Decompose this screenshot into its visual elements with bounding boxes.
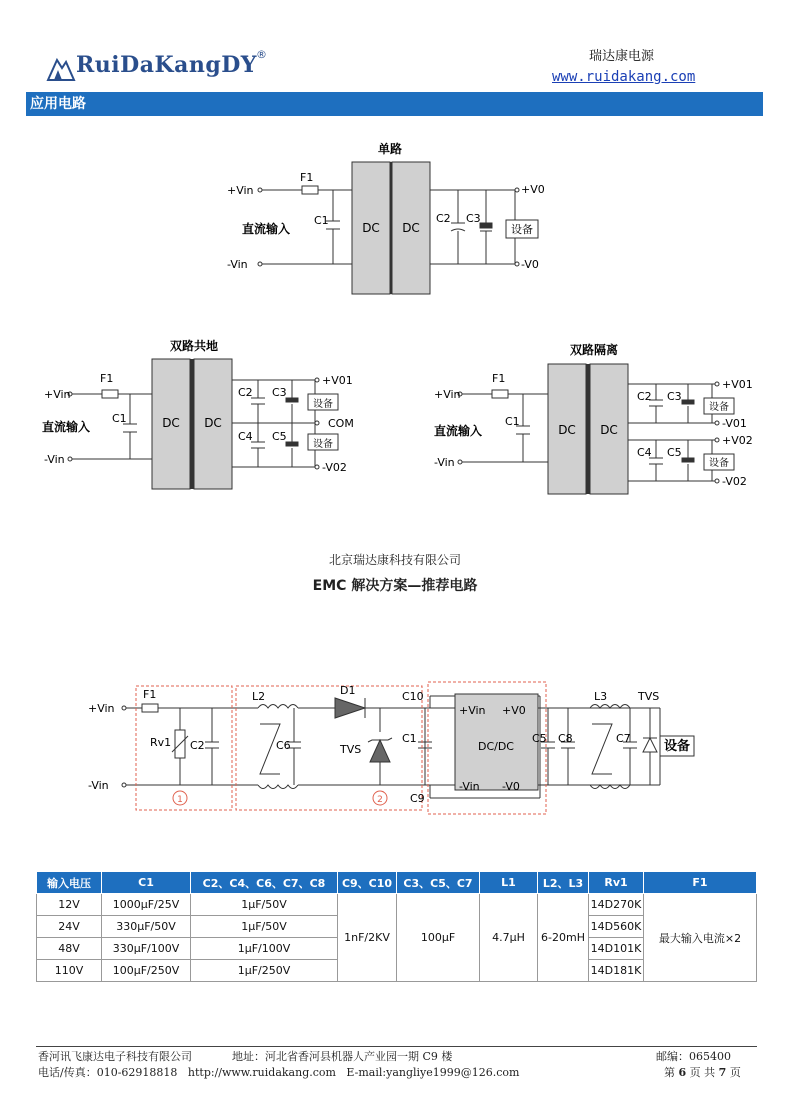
- emc-tvs-out: TVS: [638, 690, 660, 703]
- cell-c2: 1μF/50V: [191, 916, 338, 938]
- fuse-label: F1: [300, 171, 314, 184]
- cell-voltage: 12V: [37, 894, 102, 916]
- v02-plus-label: +V02: [722, 434, 753, 447]
- cell-f1: 最大输入电流×2: [644, 894, 757, 982]
- footer-company: 香河讯飞康达电子科技有限公司: [38, 1050, 192, 1063]
- table-row: [37, 894, 757, 916]
- emc-l3: L3: [594, 690, 608, 703]
- v01-minus-label: -V01: [722, 417, 747, 430]
- vin-plus-label: +Vin: [227, 184, 254, 197]
- v02-minus-label: -V02: [722, 475, 747, 488]
- emc-tvs-mid: TVS: [340, 743, 362, 756]
- vo-plus-label: +V0: [521, 183, 545, 196]
- emc-c10: C10: [402, 690, 424, 703]
- emc-vin-minus: -Vin: [88, 779, 109, 792]
- vin-plus-label: +Vin: [434, 388, 461, 401]
- load2-label: 设备: [709, 458, 729, 469]
- c5-label: C5: [667, 446, 682, 459]
- emc-c8: C8: [558, 732, 573, 745]
- dc-left-label: DC: [558, 423, 576, 437]
- emc-l2: L2: [252, 690, 266, 703]
- c1-label: C1: [505, 415, 520, 428]
- cell-c1: 330μF/50V: [102, 916, 191, 938]
- dc-right-label: DC: [204, 416, 222, 430]
- input-label: 直流输入: [42, 420, 91, 434]
- logo-text: RuiDaKangDY: [76, 52, 258, 78]
- cell-l1: 4.7μH: [480, 894, 538, 982]
- mountain-logo-icon: [46, 54, 76, 82]
- c2-label: C2: [238, 386, 253, 399]
- input-label: 直流输入: [434, 424, 483, 438]
- vin-plus-label: +Vin: [44, 388, 71, 401]
- emc-c9: C9: [410, 792, 425, 805]
- dual-common-title: 双路共地: [169, 339, 219, 353]
- c4-label: C4: [637, 446, 652, 459]
- emc-rv1: Rv1: [150, 736, 172, 749]
- cell-c2: 1μF/100V: [191, 938, 338, 960]
- c4-label: C4: [238, 430, 253, 443]
- emc-vin-plus: +Vin: [88, 702, 115, 715]
- dual-isolated-circuit: [420, 334, 780, 504]
- component-spec-table: [36, 871, 757, 982]
- col-header: C2、C4、C6、C7、C8: [191, 872, 338, 894]
- fuse-label: F1: [492, 372, 506, 385]
- input-label: 直流输入: [242, 222, 291, 236]
- cell-c3-c5-c7: 100μF: [397, 894, 480, 982]
- module-vo-plus: +V0: [502, 704, 526, 717]
- c1-label: C1: [314, 214, 329, 227]
- website-link[interactable]: www.ruidakang.com: [552, 69, 696, 85]
- cell-c2: 1μF/50V: [191, 894, 338, 916]
- registered-mark: ®: [256, 48, 267, 61]
- emc-c7: C7: [616, 732, 631, 745]
- footer-divider: [36, 1046, 757, 1047]
- c1-label: C1: [112, 412, 127, 425]
- footer-address: 地址：河北省香河县机器人产业园一期 C9 楼: [232, 1050, 453, 1063]
- page-prefix: 第: [664, 1066, 675, 1079]
- module-vin-minus: -Vin: [459, 780, 480, 793]
- col-header: C3、C5、C7: [397, 872, 480, 894]
- vin-minus-label: -Vin: [227, 258, 248, 271]
- fuse-label: F1: [100, 372, 114, 385]
- col-header: 输入电压: [37, 872, 102, 894]
- cell-c1: 100μF/250V: [102, 960, 191, 982]
- emc-c6: C6: [276, 739, 291, 752]
- mark-1: 1: [177, 795, 183, 805]
- module-name: DC/DC: [477, 740, 515, 753]
- page-indicator: [664, 1064, 741, 1080]
- col-header: F1: [644, 872, 757, 894]
- emc-c1: C1: [402, 732, 417, 745]
- cell-c2: 1μF/250V: [191, 960, 338, 982]
- v01-label: +V01: [322, 374, 353, 387]
- col-header: L1: [480, 872, 538, 894]
- dc-right-label: DC: [402, 221, 420, 235]
- col-header: L2、L3: [538, 872, 589, 894]
- page-number: 6: [678, 1066, 687, 1079]
- load1-label: 设备: [313, 399, 333, 410]
- col-header: Rv1: [589, 872, 644, 894]
- cell-l2-l3: 6-20mH: [538, 894, 589, 982]
- dc-left-label: DC: [162, 416, 180, 430]
- section-title-bar: 应用电路: [26, 92, 763, 116]
- c3-label: C3: [667, 390, 682, 403]
- cell-voltage: 24V: [37, 916, 102, 938]
- dc-right-label: DC: [600, 423, 618, 437]
- cell-c1: 1000μF/25V: [102, 894, 191, 916]
- load-label: 设备: [511, 223, 533, 236]
- vo-minus-label: -V0: [521, 258, 539, 271]
- c2-label: C2: [436, 212, 451, 225]
- cell-rv1: 14D181K: [589, 960, 644, 982]
- cell-c1: 330μF/100V: [102, 938, 191, 960]
- emc-c2: C2: [190, 739, 205, 752]
- footer-contact: 电话/传真：010-62918818 http://www.ruidakang.com E-mail:yangliye1999@126.com: [38, 1066, 520, 1079]
- dc-left-label: DC: [362, 221, 380, 235]
- single-output-circuit: [227, 138, 560, 298]
- page-mid: 页 共: [689, 1066, 716, 1079]
- emc-load: 设备: [663, 739, 691, 754]
- mark-2: 2: [377, 795, 383, 805]
- cell-rv1: 14D560K: [589, 916, 644, 938]
- emc-d1: D1: [340, 684, 356, 697]
- load2-label: 设备: [313, 439, 333, 450]
- brand-name: 瑞达康电源: [589, 49, 655, 64]
- col-header: C9、C10: [338, 872, 397, 894]
- dual-common-ground-circuit: [30, 334, 370, 494]
- v02-label: -V02: [322, 461, 347, 474]
- cell-voltage: 48V: [37, 938, 102, 960]
- v01-plus-label: +V01: [722, 378, 753, 391]
- load1-label: 设备: [709, 402, 729, 413]
- table-header-row: [37, 872, 757, 894]
- com-label: COM: [328, 417, 354, 430]
- vin-minus-label: -Vin: [434, 456, 455, 469]
- cell-rv1: 14D101K: [589, 938, 644, 960]
- col-header: C1: [102, 872, 191, 894]
- emc-title: EMC 解决方案—推荐电路: [312, 578, 478, 594]
- cell-rv1: 14D270K: [589, 894, 644, 916]
- c3-label: C3: [466, 212, 481, 225]
- company-line: 北京瑞达康科技有限公司: [328, 553, 461, 567]
- footer-postcode: 邮编：065400: [656, 1050, 731, 1063]
- cell-voltage: 110V: [37, 960, 102, 982]
- emc-f1: F1: [143, 688, 157, 701]
- page-total: 7: [718, 1066, 727, 1079]
- emc-recommended-circuit: [80, 680, 720, 820]
- page-suffix: 页: [729, 1066, 741, 1079]
- single-title: 单路: [377, 142, 403, 156]
- emc-c5: C5: [532, 732, 547, 745]
- module-vin-plus: +Vin: [459, 704, 486, 717]
- c3-label: C3: [272, 386, 287, 399]
- dual-isolated-title: 双路隔离: [569, 343, 619, 357]
- module-vo-minus: -V0: [502, 780, 520, 793]
- vin-minus-label: -Vin: [44, 453, 65, 466]
- cell-c9-c10: 1nF/2KV: [338, 894, 397, 982]
- c2-label: C2: [637, 390, 652, 403]
- c5-label: C5: [272, 430, 287, 443]
